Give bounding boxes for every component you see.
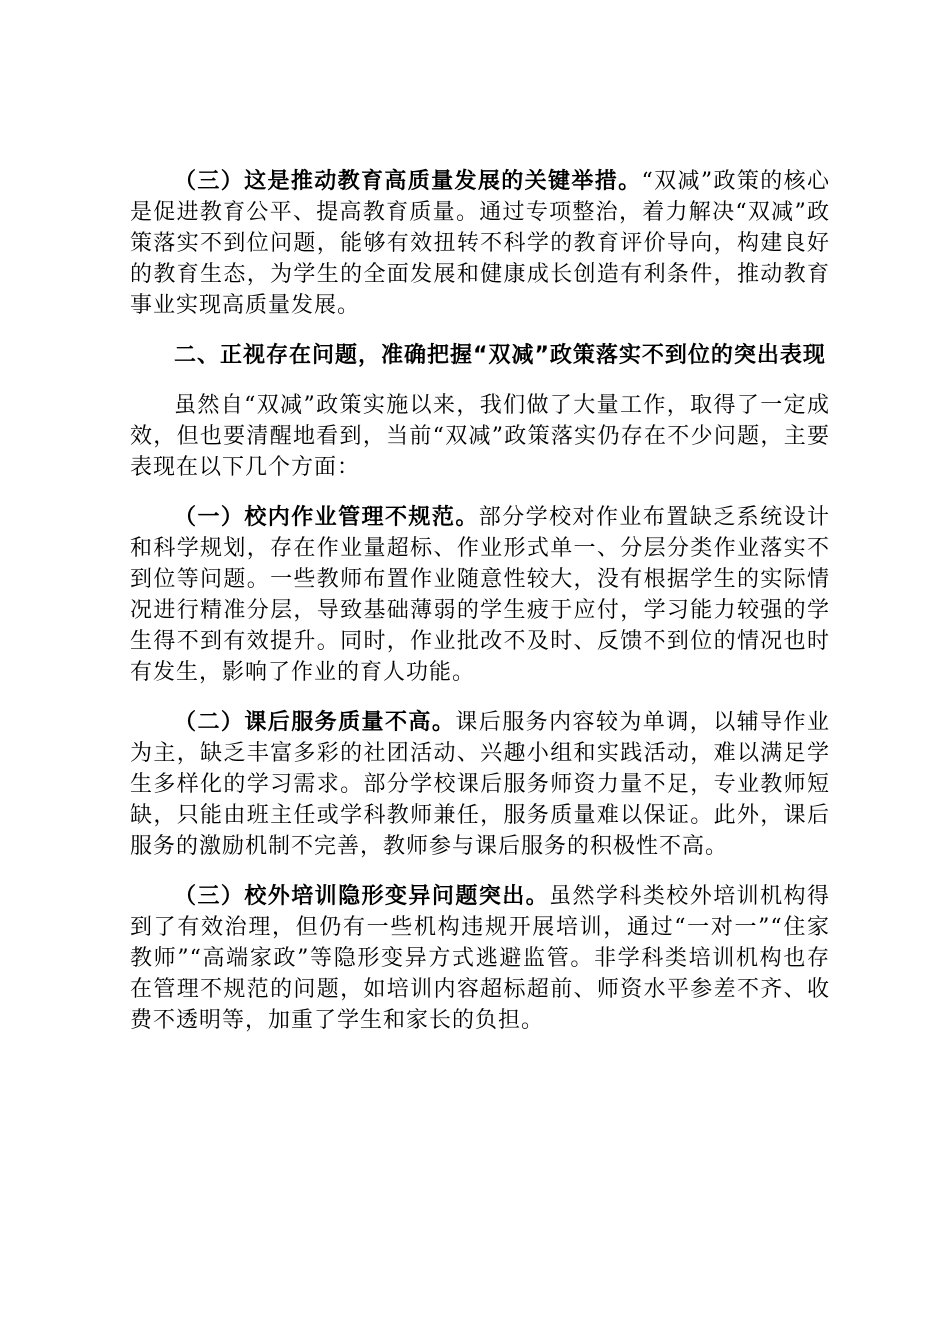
item-lead: （二）课后服务质量不高。 bbox=[174, 710, 456, 735]
paragraph-lead: （三）这是推动教育高质量发展的关键举措。 bbox=[174, 169, 642, 194]
item-after-school-service bbox=[130, 707, 830, 862]
section-heading: 二、正视存在问题，准确把握“双减”政策落实不到位的突出表现 bbox=[174, 343, 826, 368]
intro-paragraph: 虽然自“双减”政策实施以来，我们做了大量工作，取得了一定成效，但也要清醒地看到，当前“双减”政策落实仍存在不少问题，主要表现在以下几个方面： bbox=[130, 393, 830, 480]
item-body: 课后服务内容较为单调，以辅导作业为主，缺乏丰富多彩的社团活动、兴趣小组和实践活动，难以满足学生多样化的学习需求。部分学校课后服务师资力量不足，专业教师短缺，只能由班主任或学科教师兼任，服务质量难以保证。此外，课后服务的激励机制不完善，教师参与课后服务的积极性不高。 bbox=[130, 710, 830, 859]
item-lead: （一）校内作业管理不规范。 bbox=[174, 505, 479, 530]
item-homework-management bbox=[130, 502, 830, 688]
paragraph-body: “双减”政策的核心是促进教育公平、提高教育质量。通过专项整治，着力解决“双减”政策落实不到位问题，能够有效扭转不科学的教育评价导向，构建良好的教育生态，为学生的全面发展和健康成长创造有利条件，推动教育事业实现高质量发展。 bbox=[130, 169, 830, 318]
document-page bbox=[130, 166, 830, 1055]
paragraph-key-measure bbox=[130, 166, 830, 321]
item-off-campus-training bbox=[130, 881, 830, 1036]
item-body: 部分学校对作业布置缺乏系统设计和科学规划，存在作业量超标、作业形式单一、分层分类作业落实不到位等问题。一些教师布置作业随意性较大，没有根据学生的实际情况进行精准分层，导致基础薄弱的学生疲于应付，学习能力较强的学生得不到有效提升。同时，作业批改不及时、反馈不到位的情况也时有发生，影响了作业的育人功能。 bbox=[130, 505, 830, 685]
item-lead: （三）校外培训隐形变异问题突出。 bbox=[174, 884, 550, 909]
item-body: 虽然学科类校外培训机构得到了有效治理，但仍有一些机构违规开展培训，通过“一对一”“住家教师”“高端家政”等隐形变异方式逃避监管。非学科类培训机构也存在管理不规范的问题，如培训内容超标超前、师资水平参差不齐、收费不透明等，加重了学生和家长的负担。 bbox=[130, 884, 830, 1033]
